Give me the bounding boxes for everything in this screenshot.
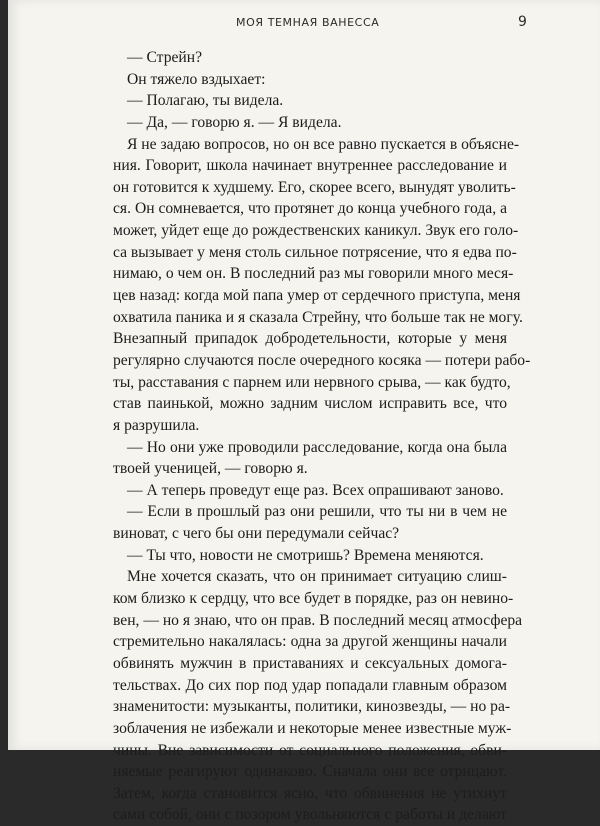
text-line: может, уйдет еще до рождественских каникул. Звук его голо- — [113, 222, 519, 240]
text-line: ком близко к сердцу, что все будет в порядке, раз он невино- — [113, 590, 514, 608]
text-line: няемые реагируют одинаково. Сначала они все отрицают. — [113, 763, 507, 781]
text-line: чины. Вне зависимости от социального положения, обви- — [113, 741, 507, 759]
text-line: Мне хочется сказать, что он принимает ситуацию слиш- — [127, 568, 507, 586]
text-line: тельствах. До сих пор под удар попадали главным образом — [113, 676, 507, 694]
text-line: знаменитости: музыканты, политики, кинозвезды, — но ра- — [113, 698, 511, 716]
text-line: са вызывает у меня столь сильное потрясение, что я едва по- — [113, 243, 517, 261]
text-line: — Но они уже проводили расследование, когда она была — [127, 438, 507, 456]
text-line: — Если в прошлый раз они решили, что ты ни в чем не — [127, 503, 507, 521]
text-line: Я не задаю вопросов, но он все равно пускается в объясне- — [127, 135, 520, 153]
text-line: — Полагаю, ты видела. — [127, 92, 284, 110]
text-line: цев назад: когда мой папа умер от сердечного приступа, меня — [113, 287, 521, 305]
text-line: Он тяжело вздыхает: — [127, 70, 266, 88]
text-line: ния. Говорит, школа начинает внутреннее расследование и — [113, 157, 507, 175]
text-line: охватила паника и я сказала Стрейну, что больше так не могу. — [113, 308, 523, 326]
text-line: ты, расставания с парнем или нервного срыва, — как будто, — [113, 373, 511, 391]
text-line: обвинять мужчин в приставаниях и сексуальных домога- — [113, 654, 507, 672]
text-line: он готовится к худшему. Его, скорее всего, вынудят уволить- — [113, 178, 516, 196]
text-line: зоблачения не избежали и некоторые менее известные муж- — [113, 719, 512, 737]
text-line: — Стрейн? — [127, 49, 203, 66]
text-line: нимаю, о чем он. В последний раз мы говорили много меся- — [113, 265, 514, 283]
text-line: стремительно накалялась: одна за другой женщины начали — [113, 633, 507, 651]
text-line: твоей ученицей, — говорю я. — [113, 460, 308, 478]
text-line: — Да, — говорю я. — Я видела. — [127, 113, 342, 131]
text-line: — А теперь проведут еще раз. Всех опрашивают заново. — [127, 481, 504, 499]
text-line: регулярно случаются после очередного косяка — потери рабо- — [113, 351, 531, 369]
text-line: вен, — но я знаю, что он прав. В последний месяц атмосфера — [113, 611, 523, 629]
text-line: сами собой, они с позором увольняются с работы и делают — [113, 806, 507, 824]
text-line: я разрушила. — [113, 416, 200, 434]
book-page — [8, 0, 600, 824]
running-header — [8, 14, 600, 34]
page-number: 9 — [518, 14, 527, 30]
text-line: Затем, когда становится ясно, что обвинения не утихнут — [113, 784, 507, 802]
text-line: виноват, с чего бы они передумали сейчас? — [113, 525, 400, 543]
text-line: — Ты что, новости не смотришь? Времена меняются. — [127, 546, 484, 564]
book-title: МОЯ ТЕМНАЯ ВАНЕССА — [236, 16, 380, 29]
text-line: ся. Он сомневается, что протянет до конца учебного года, а — [113, 200, 507, 218]
body-text — [113, 47, 531, 826]
text-line: Внезапный припадок добродетельности, которые у меня — [113, 330, 507, 348]
text-line: став паинькой, можно задним числом исправить все, что — [113, 395, 507, 413]
